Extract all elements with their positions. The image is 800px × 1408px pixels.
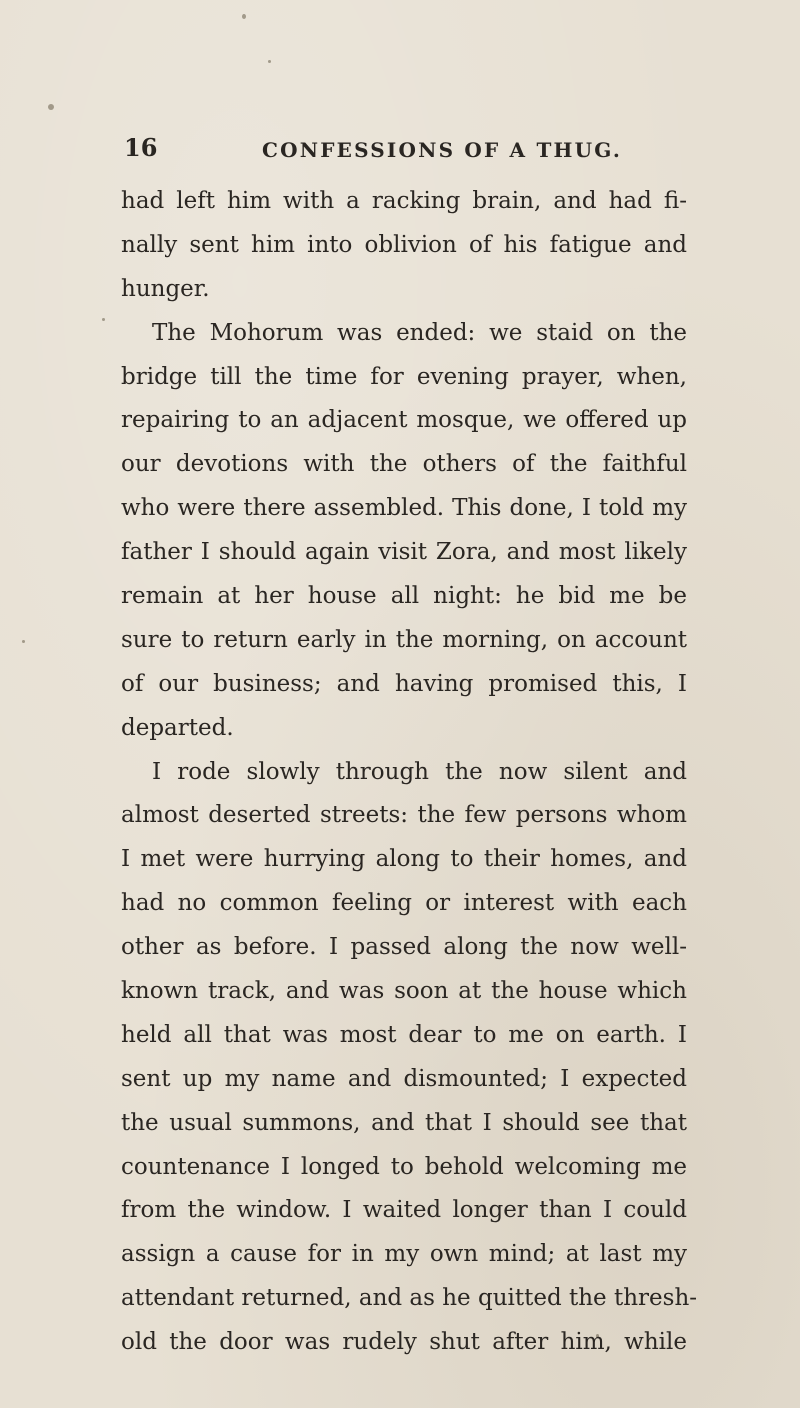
text-line: old the door was rudely shut after him, while: [121, 1329, 687, 1356]
text-line: sure to return early in the morning, on account: [121, 626, 687, 653]
paper-speck: [102, 318, 105, 321]
running-header: [124, 134, 684, 170]
text-line: attendant returned, and as he quitted the thresh-: [121, 1285, 698, 1312]
text-line: held all that was most dear to me on earth. I: [121, 1021, 687, 1048]
text-line: had left him with a racking brain, and had fi-: [121, 188, 687, 214]
text-line: countenance I longed to behold welcoming me: [121, 1153, 687, 1180]
text-line: from the window. I waited longer than I could: [121, 1197, 687, 1224]
paper-speck: [22, 640, 25, 643]
text-line: who were there assembled. This done, I told my: [121, 495, 687, 522]
text-line: our devotions with the others of the faithful: [121, 451, 687, 478]
paper-speck: [48, 104, 54, 110]
paper-speck: [268, 60, 271, 63]
text-line: nally sent him into oblivion of his fatigue and: [121, 231, 687, 258]
text-line: I rode slowly through the now silent and: [152, 758, 687, 785]
text-line: the usual summons, and that I should see that: [121, 1109, 687, 1136]
paper-speck: [242, 14, 246, 19]
text-line: assign a cause for in my own mind; at last my: [121, 1241, 687, 1268]
text-line: departed.: [121, 714, 234, 741]
page-number: 16: [124, 133, 158, 162]
body-text: [121, 180, 698, 1365]
text-line: remain at her house all night: he bid me be: [121, 583, 687, 610]
text-line: other as before. I passed along the now well-: [121, 934, 687, 961]
text-line: repairing to an adjacent mosque, we offered up: [121, 407, 687, 434]
text-line: bridge till the time for evening prayer, when,: [121, 363, 687, 390]
text-line: of our business; and having promised this, I: [121, 670, 687, 697]
text-line: The Mohorum was ended: we staid on the: [152, 319, 687, 346]
text-line: had no common feeling or interest with each: [121, 890, 687, 917]
text-line: known track, and was soon at the house which: [121, 978, 687, 1005]
text-line: sent up my name and dismounted; I expected: [121, 1065, 687, 1092]
text-line: hunger.: [121, 275, 210, 302]
running-title: CONFESSIONS OF A THUG.: [262, 138, 622, 162]
text-line: almost deserted streets: the few persons whom: [121, 802, 687, 829]
text-line: father I should again visit Zora, and most likely: [121, 539, 687, 566]
text-line: I met were hurrying along to their homes, and: [121, 846, 687, 873]
